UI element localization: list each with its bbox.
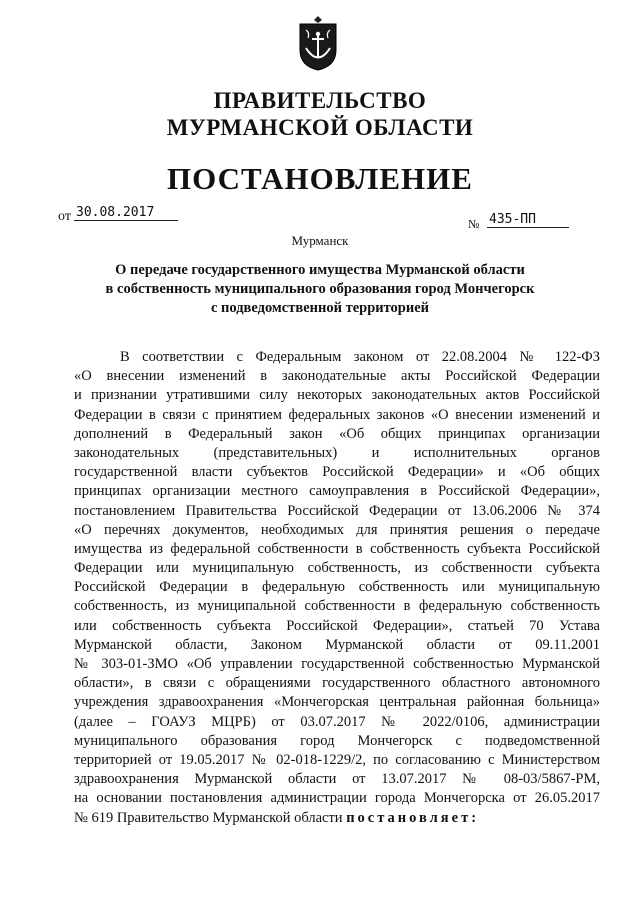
government-name-line2: МУРМАНСКОЙ ОБЛАСТИ bbox=[166, 115, 474, 140]
body-line: области», в связи с обращениями государственного областного автономного bbox=[74, 675, 600, 692]
body-line: В соответствии с Федеральным законом от 22.08.2004 № 122-ФЗ bbox=[120, 349, 600, 365]
body-line: «О перечнях документов, необходимых для принятия решения о передаче bbox=[74, 521, 600, 538]
document-body bbox=[74, 348, 600, 828]
body-line: Мурманской области, Законом Мурманской области от 09.11.2001 bbox=[74, 636, 600, 653]
body-line: или собственность субъекта Российской Федерации», статьей 70 Устава bbox=[74, 617, 600, 634]
body-line: (далее – ГОАУЗ МЦРБ) от 03.07.2017 № 2022/0106, администрации bbox=[74, 713, 600, 730]
body-line: собственность, из муниципальной собственности в федеральную собственность bbox=[74, 598, 600, 615]
body-line: муниципального образования город Мончегорск с подведомственной bbox=[74, 732, 600, 749]
body-line: Российской Федерации в федеральную собственность или муниципальную bbox=[74, 579, 600, 596]
body-line: и признании утратившими силу некоторых законодательных актов Российской bbox=[74, 387, 600, 404]
document-type-title: ПОСТАНОВЛЕНИЕ bbox=[167, 161, 473, 196]
issue-city: Мурманск bbox=[291, 233, 349, 248]
body-line: территорией от 19.05.2017 № 02-018-1229/2, по согласованию с Министерством bbox=[74, 751, 600, 768]
body-line: имущества из федеральной собственности в собственность субъекта Российской bbox=[74, 540, 600, 557]
body-line: дополнений в Федеральный закон «Об общих принципах организации bbox=[74, 425, 600, 442]
subject-line: с подведомственной территорией bbox=[210, 300, 430, 316]
body-line: № 303-01-ЗМО «Об управлении государственной собственностью Мурманской bbox=[74, 656, 600, 672]
body-line: Федерации или муниципальную собственность, из собственности субъекта bbox=[74, 560, 600, 577]
government-name-line1: ПРАВИТЕЛЬСТВО bbox=[213, 88, 427, 113]
number-prefix: № bbox=[468, 217, 480, 231]
subject-line: О передаче государственного имущества Мурманской области bbox=[115, 262, 525, 278]
body-line-final bbox=[74, 809, 600, 828]
body-line: принципах организации местного самоуправления в Российской Федерации», bbox=[74, 483, 600, 500]
body-line: учреждения здравоохранения «Мончегорская центральная районная больница» bbox=[74, 694, 600, 711]
document-subject bbox=[80, 261, 560, 318]
body-line: законодательных (представительных) и исполнительных органов bbox=[74, 444, 600, 461]
body-line: на основании постановления администрации города Мончегорска от 26.05.2017 bbox=[74, 790, 600, 807]
body-line: государственной власти субъектов Российской Федерации» и «Об общих bbox=[74, 464, 600, 481]
date-prefix: от bbox=[58, 209, 71, 224]
body-line: Федерации в связи с принятием федеральных законов «О внесении изменений и bbox=[74, 406, 600, 423]
document-number: 435-ПП bbox=[487, 212, 569, 228]
body-line: «О внесении изменений в законодательные акты Российской Федерации bbox=[74, 368, 600, 385]
coat-of-arms-emblem bbox=[296, 14, 340, 72]
body-line: здравоохранения Мурманской области от 13.07.2017 № 08-03/5867-РМ, bbox=[74, 771, 600, 788]
final-line-text: № 619 Правительство Мурманской области bbox=[74, 809, 343, 826]
resolves-word: постановляет: bbox=[346, 809, 480, 826]
subject-line: в собственность муниципального образования город Мончегорск bbox=[105, 281, 535, 297]
body-line: постановлением Правительства Российской Федерации от 13.06.2006 № 374 bbox=[74, 502, 600, 519]
document-date: 30.08.2017 bbox=[74, 205, 178, 221]
